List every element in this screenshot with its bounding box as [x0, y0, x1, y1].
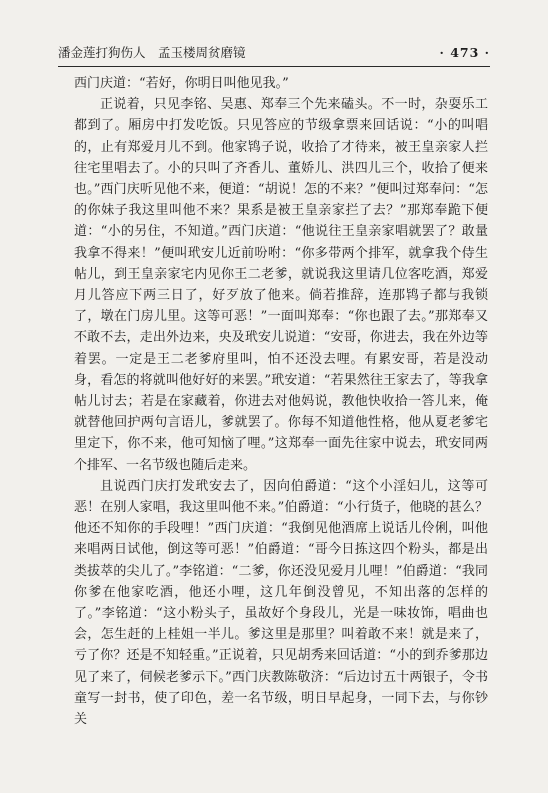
page-number: · 473 · — [439, 45, 490, 60]
paragraph: 且说西门庆打发玳安去了，因向伯爵道：“这个小淫妇儿，这等可恶！在别人家唱，我这里叫他不来。”伯爵道：“小行货子，他晓的甚么？他还不知你的手段哩！”西门庆道：“我倒见他酒席上说话儿伶俐，叫他来唱两日试他，倒这等可恶！”伯爵道：“哥今日拣这四个粉头，都是出类拔萃的尖儿了。”李铭道：“二爹，你还没见爱月儿哩！”伯爵道：“我同你爹在他家吃酒，他还小哩，这几年倒没曾见，不知出落的怎样的了。”李铭道：“这小粉头子，虽故好个身段儿，光是一味妆饰，唱曲也会，怎生赶的上桂姐一半儿。爹这里是那里？叫着敢不来！就是来了，亏了你？还是不知轻重。”正说着，只见胡秀来回话道：“小的到乔爹那边见了来了，伺候老爹示下。”西门庆教陈敬济：“后边讨五十两银子，令书童写一封书，使了印色，差一名节级，明日早起身，一同下去，与你钞关 — [74, 478, 488, 728]
page-body — [74, 73, 488, 730]
running-header — [58, 44, 490, 62]
paragraph: 正说着，只见李铭、吴惠、郑奉三个先来磕头。不一时，杂耍乐工都到了。厢房中打发吃饭。只见答应的节级拿票来回话说：“小的叫唱的，止有郑爱月儿不到。他家鸨子说，收拾了才待来，被王皇亲家人拦往宅里唱去了。小的只叫了齐香儿、董娇儿、洪四儿三个，收拾了便来也。”西门庆听见他不来，便道：“胡说！怎的不来？”便叫过郑奉问：“怎的你妹子我这里叫他不来？果系是被王皇亲家拦了去？”那郑奉跪下便道：“小的另住，不知道。”西门庆道：“他说往王皇亲家唱就罢了？敢量我拿不得来！”便叫玳安儿近前吩咐：“你多带两个排军，就拿我个侍生帖儿，到王皇亲家宅内见你王二老爹，就说我这里请几位客吃酒，郑爱月儿答应下两三日了，好歹放了他来。倘若推辞，连那鸨子都与我锁了，墩在门房儿里。这等可恶！”一面叫郑奉：“你也跟了去。”那郑奉又不敢不去，走出外边来，央及玳安儿说道：“安哥，你进去，我在外边等着罢。一定是王二老爹府里叫，怕不还没去哩。有累安哥，若是没动身，看怎的将就叫他好好的来罢。”玳安道：“若果然往王家去了，等我拿帖儿讨去；若是在家藏着，你进去对他妈说，教他快收拾一答儿来，俺就替他回护两句言语儿，爹就罢了。你每不知道他性格，他从夏老爹宅里定下，你不来，他可知恼了哩。”这郑奉一面先往家中说去，玳安同两个排军、一名节级也随后走来。 — [74, 97, 488, 473]
paragraph: 西门庆道：“若好，你明日叫他见我。” — [74, 76, 289, 91]
chapter-title: 潘金莲打狗伤人 孟玉楼周贫磨镜 — [58, 45, 246, 60]
header-rule — [58, 66, 490, 67]
